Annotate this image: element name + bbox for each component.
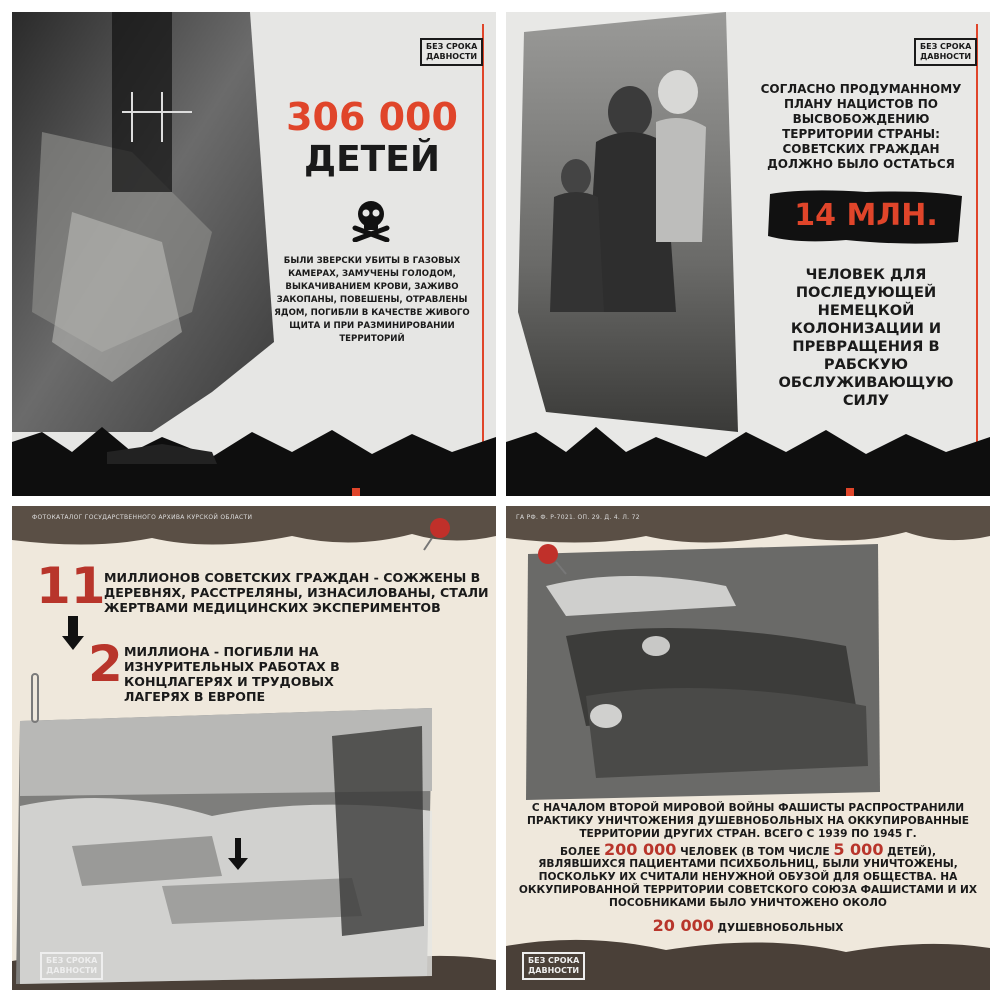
big-number-306000: 306 000 xyxy=(286,95,458,139)
big-word-children: ДЕТЕЙ xyxy=(304,139,440,180)
mentally-ill-text-4 xyxy=(518,918,978,936)
panel-mentally-ill xyxy=(506,506,990,990)
number-200000: 200 000 xyxy=(604,840,677,859)
skull-crossbones-icon xyxy=(349,198,393,242)
text-more-than: БОЛЕЕ xyxy=(559,846,605,858)
plan-text-bottom: ЧЕЛОВЕК ДЛЯ ПОСЛЕДУЮЩЕЙ НЕМЕЦКОЙ КОЛОНИЗАЦИИ И ПРЕВРАЩЕНИЯ В РАБСКУЮ ОБСЛУЖИВАЮЩУЮ СИЛУ xyxy=(778,266,954,409)
panel-plan xyxy=(506,12,990,496)
number-2: 2 xyxy=(88,635,123,693)
panel-children xyxy=(12,12,496,496)
logo-bez-sroka-davnosti: БЕЗ СРОКА ДАВНОСТИ xyxy=(914,38,977,66)
number-20000: 20 000 xyxy=(652,916,714,935)
mentally-ill-text-3: ЯВЛЯВШИХСЯ ПАЦИЕНТАМИ ПСИХБОЛЬНИЦ, БЫЛИ УНИЧТОЖЕНЫ, ПОСКОЛЬКУ ИХ СЧИТАЛИ НЕНУЖНОЙ ОБУЗОЙ ДЛЯ ОБЩЕСТВА. НА ОККУПИРОВАННОЙ ТЕРРИТОРИИ СОВЕТСКОГО СОЮЗА ФАШИСТАМИ И ИХ ПОСОБНИКАМИ БЫЛО УНИЧТОЖЕНО ОКОЛО xyxy=(518,858,978,909)
photo-source: ФОТОКАТАЛОГ ГОСУДАРСТВЕННОГО АРХИВА КУРСКОЙ ОБЛАСТИ xyxy=(32,514,253,521)
highlight-14-million: 14 МЛН. xyxy=(794,198,938,233)
victims-text-2: МИЛЛИОНА - ПОГИБЛИ НА ИЗНУРИТЕЛЬНЫХ РАБОТАХ В КОНЦЛАГЕРЯХ И ТРУДОВЫХ ЛАГЕРЯХ В ЕВРОПЕ xyxy=(124,644,340,704)
number-5000: 5 000 xyxy=(833,840,884,859)
text-people: ЧЕЛОВЕК (В ТОМ ЧИСЛЕ xyxy=(676,846,834,858)
logo-bez-sroka-davnosti: БЕЗ СРОКА ДАВНОСТИ xyxy=(420,38,483,66)
panel-victims xyxy=(12,506,496,990)
children-description: БЫЛИ ЗВЕРСКИ УБИТЫ В ГАЗОВЫХ КАМЕРАХ, ЗАМУЧЕНЫ ГОЛОДОМ, ВЫКАЧИВАНИЕМ КРОВИ, ЗАЖИВО ЗАКОПАНЫ, ПОВЕШЕНЫ, ОТРАВЛЕНЫ ЯДОМ, ПОГИБЛИ В КАЧЕСТВЕ ЖИВОГО ЩИТА И ПРИ РАЗМИНИРОВАНИИ ТЕРРИТОРИЙ xyxy=(274,256,470,344)
panel1-background-art xyxy=(12,12,496,496)
text-children: ДЕТЕЙ), xyxy=(883,846,937,858)
number-11: 11 xyxy=(36,557,106,615)
down-arrow-icon xyxy=(68,616,78,636)
photo-source: ГА РФ. Ф. Р-7021. ОП. 29. Д. 4. Л. 72 xyxy=(516,514,640,521)
plan-text-top: СОГЛАСНО ПРОДУМАННОМУ ПЛАНУ НАЦИСТОВ ПО ВЫСВОБОЖДЕНИЮ ТЕРРИТОРИИ СТРАНЫ: СОВЕТСКИХ ГРАЖДАН ДОЛЖНО БЫЛО ОСТАТЬСЯ xyxy=(760,82,962,171)
victims-text-1: МИЛЛИОНОВ СОВЕТСКИХ ГРАЖДАН - СОЖЖЕНЫ В ДЕРЕВНЯХ, РАССТРЕЛЯНЫ, ИЗНАСИЛОВАНЫ, СТАЛИ ЖЕРТВАМИ МЕДИЦИНСКИХ ЭКСПЕРИМЕНТОВ xyxy=(104,570,489,615)
logo-bez-sroka-davnosti: БЕЗ СРОКА ДАВНОСТИ xyxy=(522,952,585,980)
logo-bez-sroka-davnosti: БЕЗ СРОКА ДАВНОСТИ xyxy=(40,952,103,980)
mentally-ill-text-1: С НАЧАЛОМ ВТОРОЙ МИРОВОЙ ВОЙНЫ ФАШИСТЫ РАСПРОСТРАНИЛИ ПРАКТИКУ УНИЧТОЖЕНИЯ ДУШЕВНОБОЛЬНЫХ НА ОККУПИРОВАННЫЕ ТЕРРИТОРИИ ДРУГИХ СТРАН. ВСЕГО С 1939 ПО 1945 Г. xyxy=(526,802,970,840)
text-mentally-ill: ДУШЕВНОБОЛЬНЫХ xyxy=(713,922,844,934)
down-arrow-head-icon xyxy=(62,636,84,650)
